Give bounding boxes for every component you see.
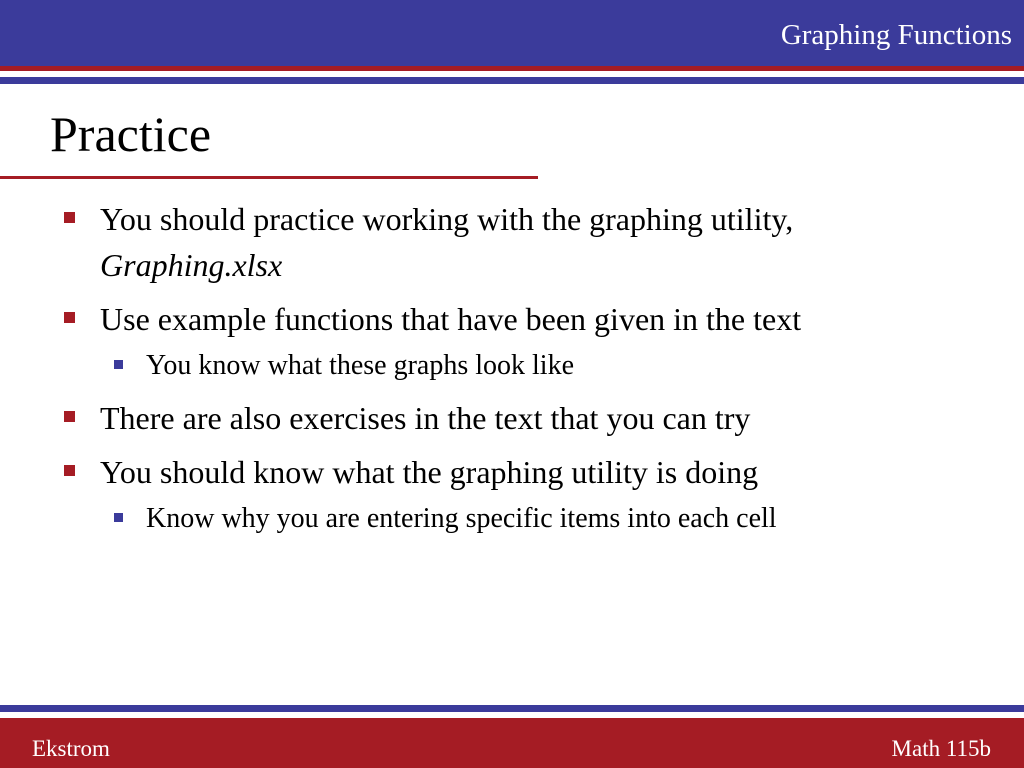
header-divider-red — [0, 66, 1024, 71]
square-bullet-icon — [64, 411, 75, 422]
header-band — [0, 0, 1024, 66]
slide-title: Practice — [50, 106, 212, 162]
bullet-list — [62, 196, 962, 540]
bullet-text: There are also exercises in the text that you can try — [100, 400, 751, 436]
header-divider-blue — [0, 77, 1024, 84]
file-name: Graphing.xlsx — [100, 247, 283, 283]
bullet-exercises — [62, 395, 962, 441]
footer-band — [0, 718, 1024, 768]
square-sub-bullet-icon — [114, 360, 123, 369]
bullet-text: You should practice working with the graphing utility, — [100, 201, 794, 237]
bullet-know-utility — [62, 449, 962, 495]
sub-bullet-text: Know why you are entering specific items into each cell — [146, 503, 777, 534]
sub-bullet-graphs-look — [62, 345, 962, 387]
sub-bullet-text: You know what these graphs look like — [146, 350, 575, 381]
square-bullet-icon — [64, 212, 75, 223]
title-underline — [0, 176, 538, 179]
bullet-practice-utility — [62, 196, 962, 288]
sub-bullet-cells — [62, 498, 962, 540]
square-sub-bullet-icon — [114, 513, 123, 522]
footer-course: Math 115b — [891, 736, 991, 761]
footer-author: Ekstrom — [32, 736, 110, 761]
footer-divider-blue — [0, 705, 1024, 712]
square-bullet-icon — [64, 465, 75, 476]
bullet-text: Use example functions that have been given in the text — [100, 301, 802, 337]
square-bullet-icon — [64, 312, 75, 323]
bullet-example-functions — [62, 296, 962, 342]
header-title: Graphing Functions — [780, 19, 1012, 51]
bullet-text: You should know what the graphing utility is doing — [100, 454, 759, 490]
